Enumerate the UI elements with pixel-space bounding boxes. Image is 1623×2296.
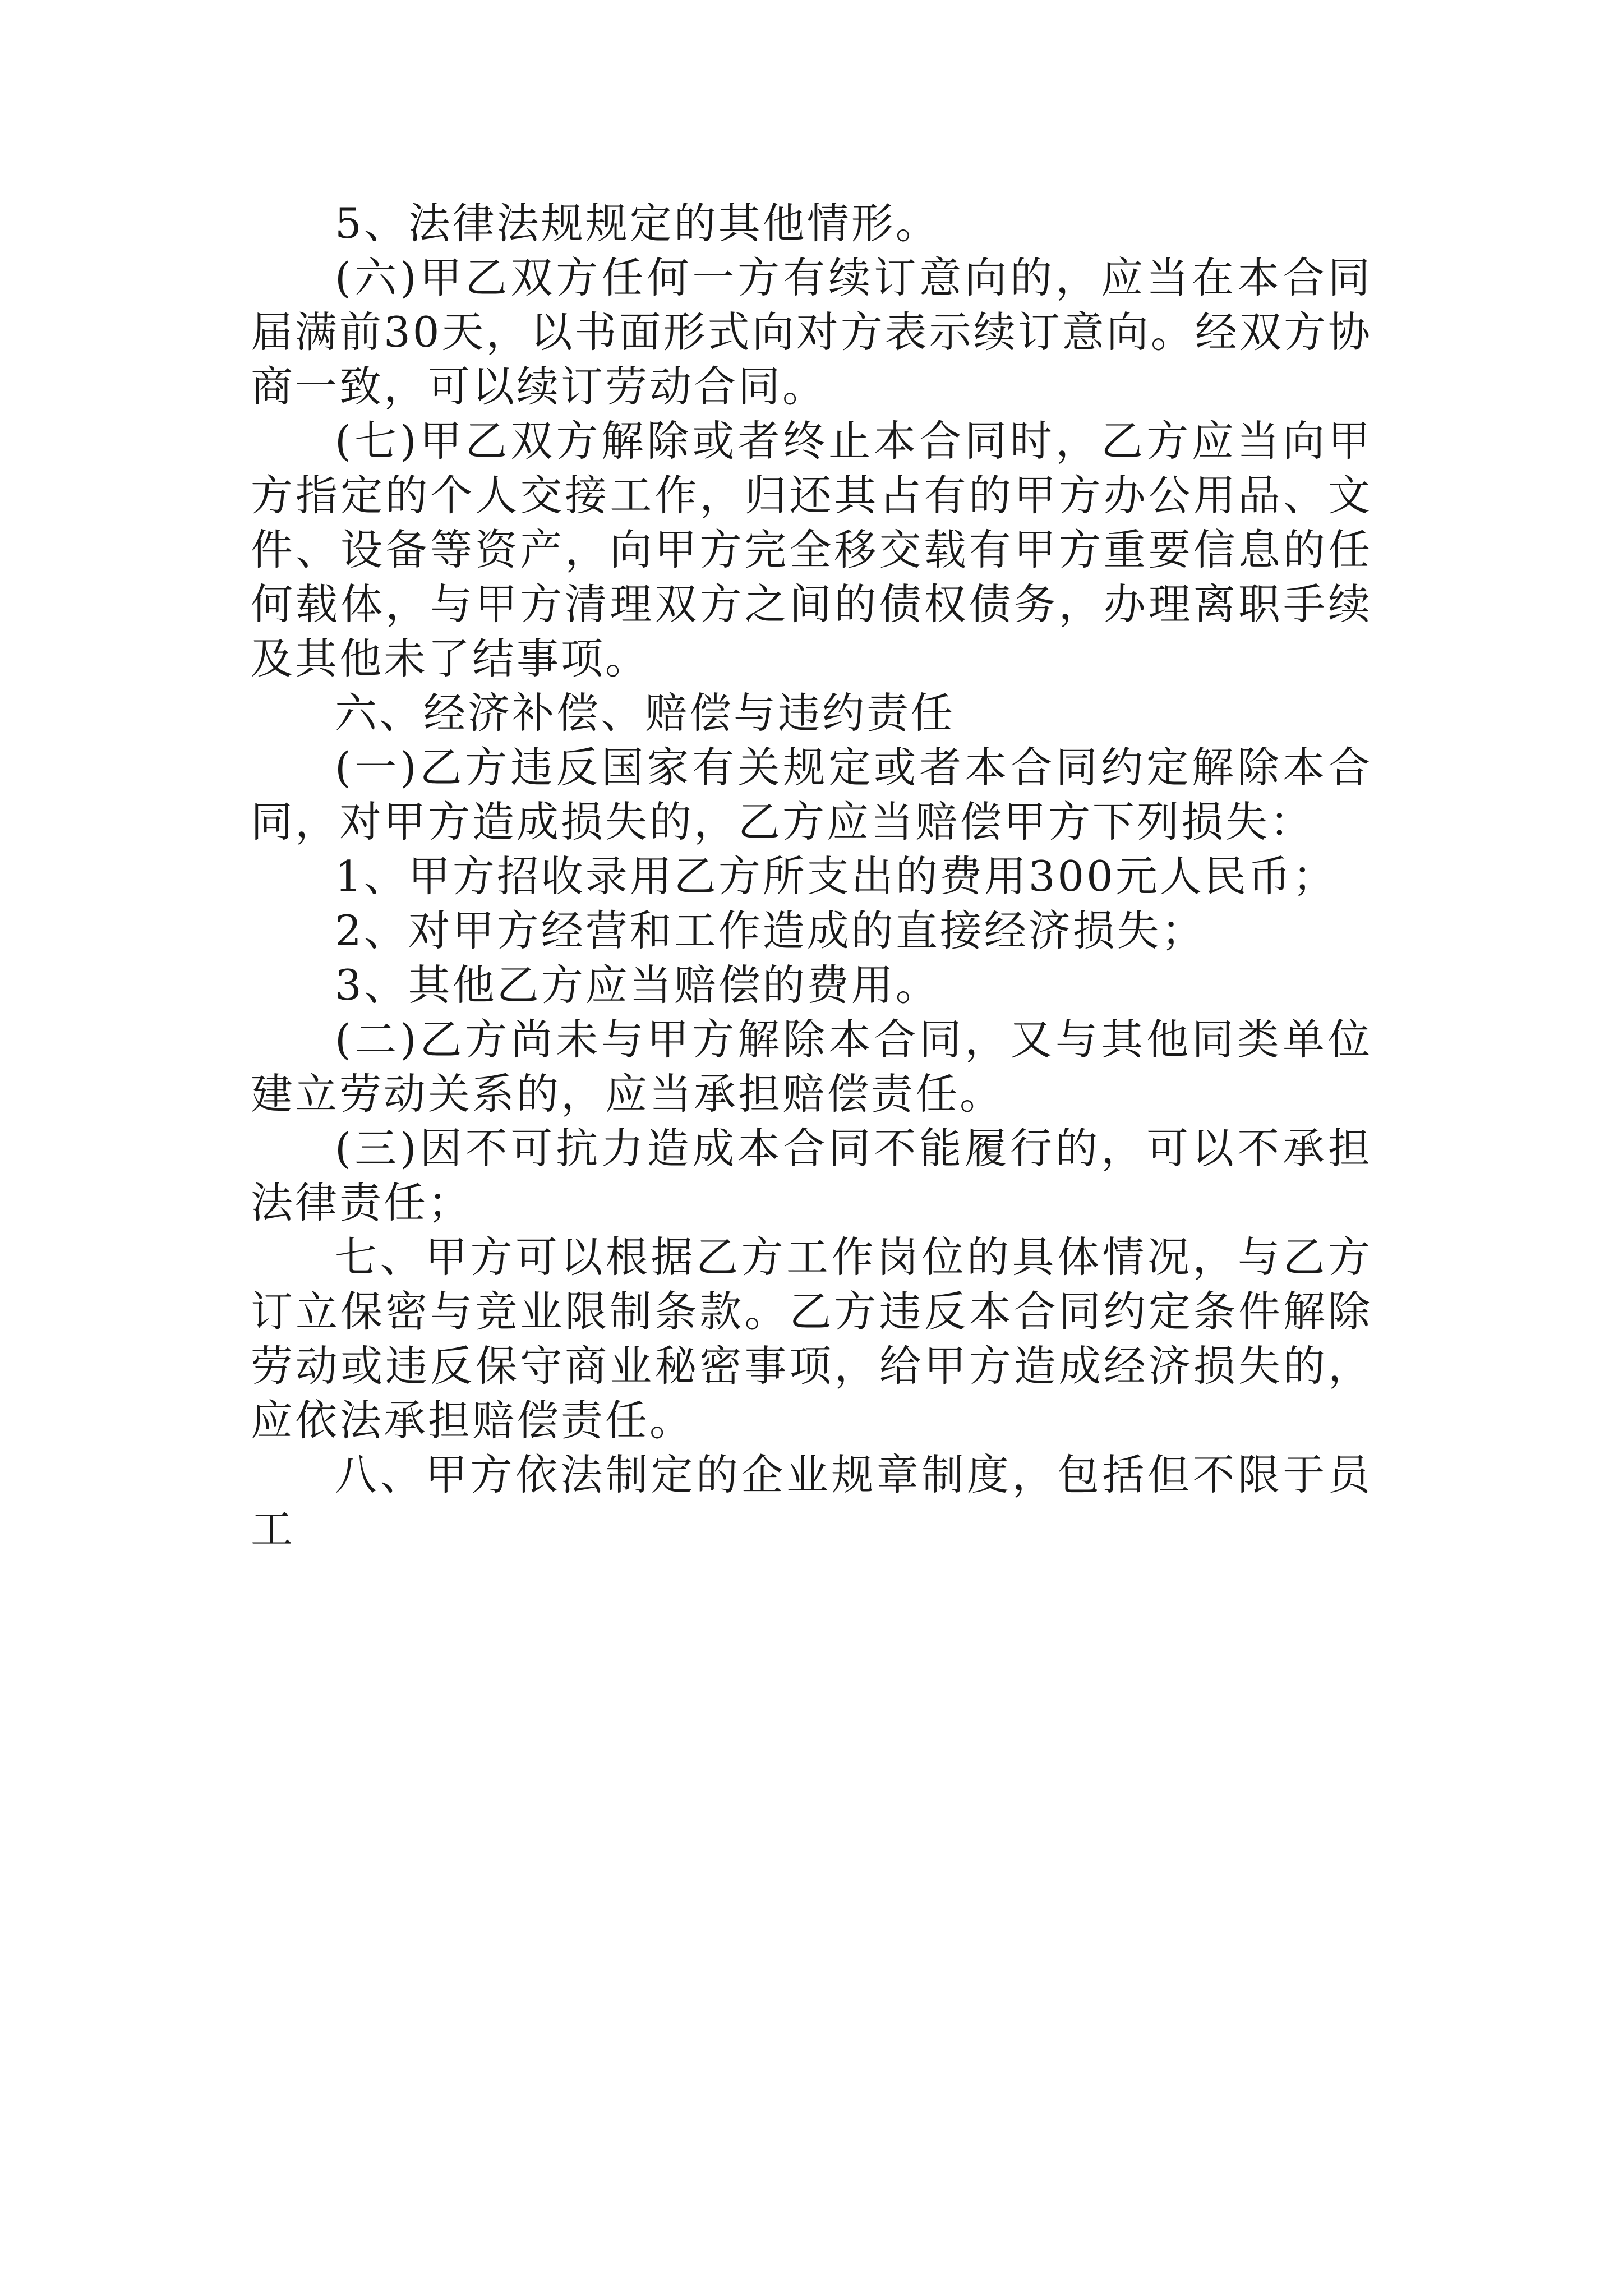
paragraph-force-majeure: (三)因不可抗力造成本合同不能履行的，可以不承担法律责任； [251,1124,1372,1227]
contract-text-body [251,196,1372,1557]
paragraph-contract-renewal: (六)甲乙双方任何一方有续订意向的，应当在本合同届满前30天，以书面形式向对方表示续订意向。经双方协商一致，可以续订劳动合同。 [251,253,1372,411]
paragraph-concurrent-employment: (二)乙方尚未与甲方解除本合同，又与其他同类单位建立劳动关系的，应当承担赔偿责任。 [251,1015,1372,1119]
section-company-rules: 八、甲方依法制定的企业规章制度，包括但不限于员工 [251,1450,1372,1554]
section-confidentiality-non-compete: 七、甲方可以根据乙方工作岗位的具体情况，与乙方订立保密与竞业限制条款。乙方违反本合同约定条件解除劳动或违反保守商业秘密事项，给甲方造成经济损失的，应依法承担赔偿责任。 [251,1232,1372,1445]
list-item-other-costs: 3、其他乙方应当赔偿的费用。 [335,960,940,1010]
paragraph-breach-losses: (一)乙方违反国家有关规定或者本合同约定解除本合同，对甲方造成损失的，乙方应当赔偿甲方下列损失： [251,743,1372,846]
section-heading-compensation: 六、经济补偿、赔偿与违约责任 [335,688,956,738]
paragraph-other-circumstances: 5、法律法规规定的其他情形。 [335,199,940,248]
list-item-direct-loss: 2、对甲方经营和工作造成的直接经济损失； [335,906,1206,955]
paragraph-handover-on-termination: (七)甲乙双方解除或者终止本合同时，乙方应当向甲方指定的个人交接工作，归还其占有的甲方办公用品、文件、设备等资产，向甲方完全移交载有甲方重要信息的任何载体，与甲方清理双方之间的债权债务，办理离职手续及其他未了结事项。 [251,416,1372,683]
list-item-recruitment-cost: 1、甲方招收录用乙方所支出的费用300元人民币； [335,852,1337,901]
